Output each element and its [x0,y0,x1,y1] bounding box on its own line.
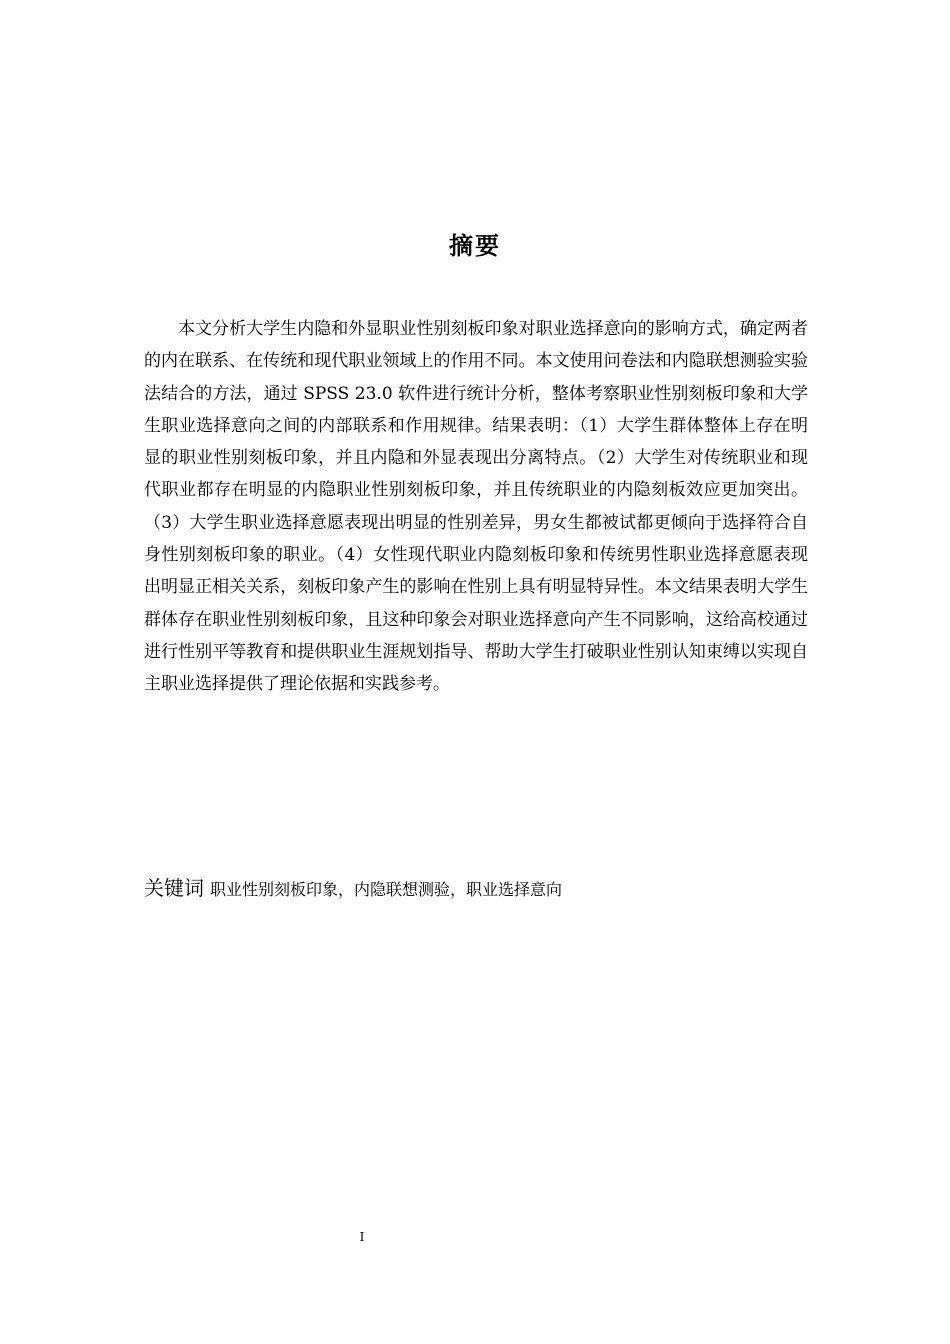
abstract-body: 本文分析大学生内隐和外显职业性别刻板印象对职业选择意向的影响方式，确定两者的内在联系、在传统和现代职业领域上的作用不同。本文使用问卷法和内隐联想测验实验法结合的方法，通过 SPSS 23.0 软件进行统计分析，整体考察职业性别刻板印象和大学生职业选择意向之间的内部联系和作用规律。结果表明：（1）大学生群体整体上存在明显的职业性别刻板印象，并且内隐和外显表现出分离特点。（2）大学生对传统职业和现代职业都存在明显的内隐职业性别刻板印象，并且传统职业的内隐刻板效应更加突出。（3）大学生职业选择意愿表现出明显的性别差异，男女生都被试都更倾向于选择符合自身性别刻板印象的职业。（4）女性现代职业内隐刻板印象和传统男性职业选择意愿表现出明显正相关关系，刻板印象产生的影响在性别上具有明显特异性。本文结果表明大学生群体存在职业性别刻板印象，且这种印象会对职业选择意向产生不同影响，这给高校通过进行性别平等教育和提供职业生涯规划指导、帮助大学生打破职业性别认知束缚以实现自主职业选择提供了理论依据和实践参考。 [144,319,808,695]
keywords-line [144,874,808,904]
abstract-title: 摘要 [449,232,501,260]
page-number: I [359,1230,365,1244]
keywords-text: 职业性别刻板印象，内隐联想测验，职业选择意向 [210,880,563,899]
keywords-label: 关键词 [144,876,204,900]
